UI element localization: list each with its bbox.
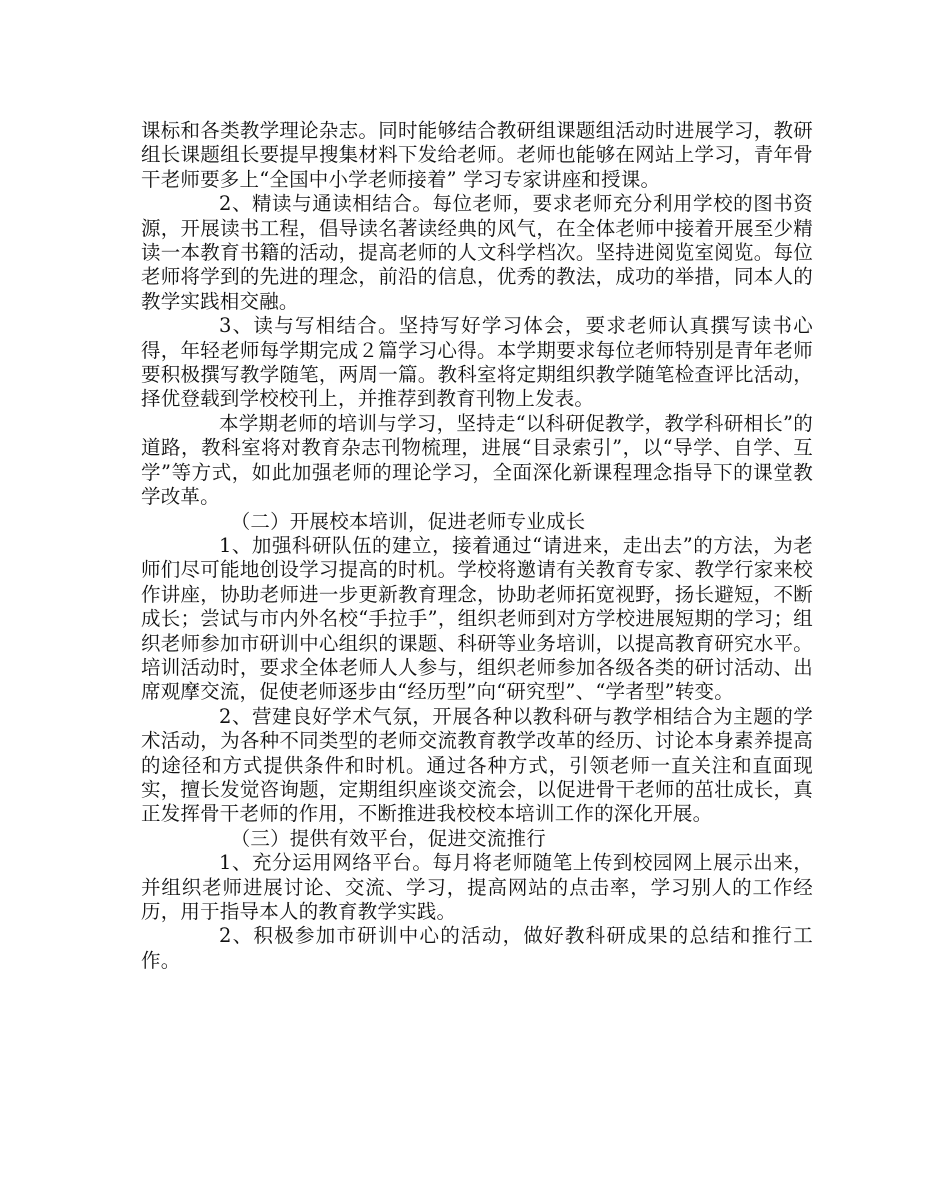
section-heading-effective-platform: （三）提供有效平台，促进交流推行 (230, 826, 546, 850)
paragraph-reading-writing: 3、读与写相结合。坚持写好学习体会，要求老师认真撰写读书心得，年轻老师每学期完成２篇学习心得。本学期要求每位老师特别是青年老师要积极撰写教学随笔，两周一篇。教科室将定期组织教学随笔检查评比活动，择优登载到学校校刊上，并推荐到教育刊物上发表。 (141, 314, 813, 411)
paragraph-research-team: 1、加强科研队伍的建立，接着通过“请进来，走出去”的方法，为老师们尽可能地创设学习提高的时机。学校将邀请有关教育专家、教学行家来校作讲座，协助老师进一步更新教育理念，协助老师拓宽视野，扬长避短，不断成长；尝试与市内外名校“手拉手”，组织老师到对方学校进展短期的学习；组织老师参加市研训中心组织的课题、科研等业务培训，以提高教育研究水平。培训活动时，要求全体老师人人参与，组织老师参加各级各类的研讨活动、出席观摩交流，促使老师逐步由“经历型”向“研究型”、“学者型”转变。 (141, 533, 813, 704)
paragraph-network-platform: 1、充分运用网络平台。每月将老师随笔上传到校园网上展示出来，并组织老师进展讨论、交流、学习，提高网站的点击率，学习别人的工作经历，用于指导本人的教育教学实践。 (141, 851, 813, 923)
section-heading-school-training: （二）开展校本培训，促进老师专业成长 (230, 509, 586, 533)
paragraph-intensive-reading: 2、精读与通读相结合。每位老师，要求老师充分利用学校的图书资源，开展读书工程，倡导读名著读经典的风气，在全体老师中接着开展至少精读一本教育书籍的活动，提高老师的人文科学档次。坚持进阅览室阅览。每位老师将学到的先进的理念，前沿的信息，优秀的教法，成功的举措，同本人的教学实践相交融。 (141, 192, 813, 313)
paragraph-semester-training: 本学期老师的培训与学习，坚持走“以科研促教学，教学科研相长”的道路，教科室将对教育杂志刊物梳理，进展“目录索引”，以“导学、自学、互学”等方式，如此加强老师的理论学习，全面深化新课程理念指导下的课堂教学改革。 (141, 411, 813, 509)
paragraph-research-center: 2、积极参加市研训中心的活动，做好教科研成果的总结和推行工作。 (141, 924, 813, 972)
paragraph-reading-materials: 课标和各类教学理论杂志。同时能够结合教研组课题组活动时进展学习，教研组长课题组长要提早搜集材料下发给老师。老师也能够在网站上学习，青年骨干老师要多上“全国中小学老师接着” 学习专家讲座和授课。 (141, 119, 813, 191)
paragraph-academic-atmosphere: 2、营建良好学术气氛，开展各种以教科研与教学相结合为主题的学术活动，为各种不同类型的老师交流教育教学改革的经历、讨论本身素养提高的途径和方式提供条件和时机。通过各种方式，引领老师一直关注和直面现实，擅长发觉咨询题，定期组织座谈交流会，以促进骨干老师的茁壮成长，真正发挥骨干老师的作用，不断推进我校校本培训工作的深化开展。 (141, 704, 813, 826)
document-body (141, 119, 813, 973)
